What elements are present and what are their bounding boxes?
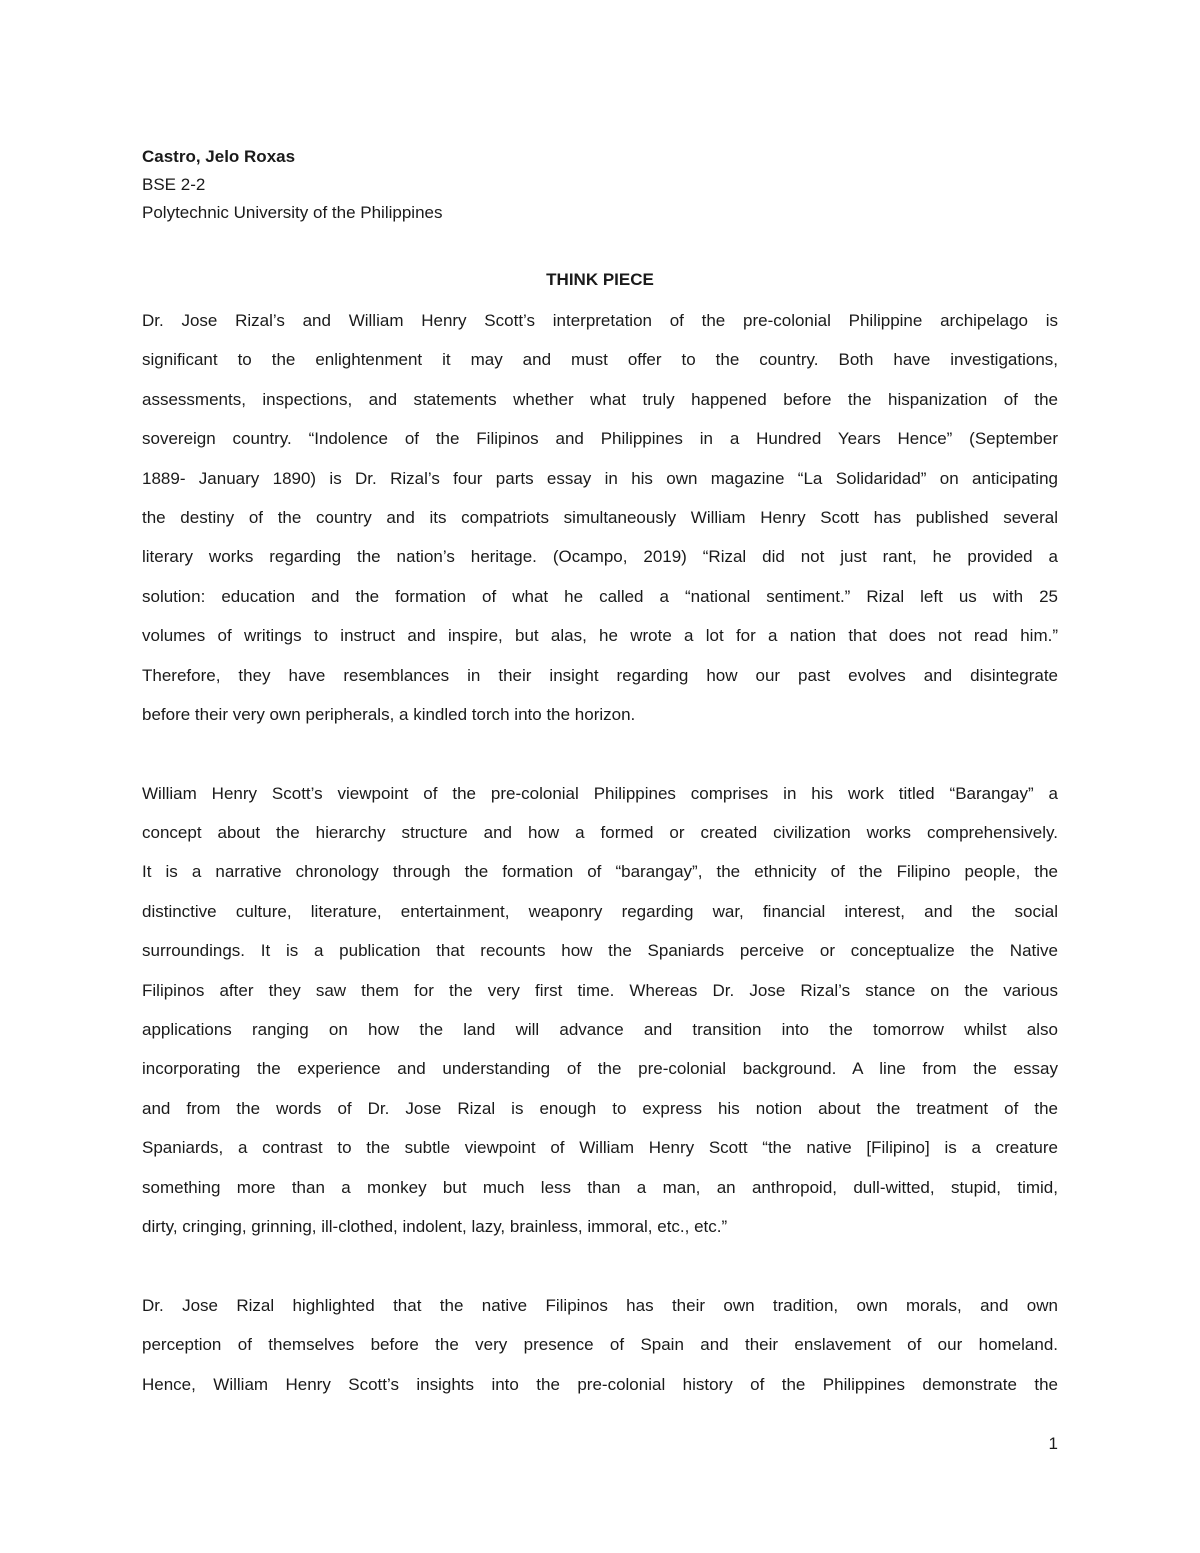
author-name: Castro, Jelo Roxas — [142, 147, 296, 166]
paragraph-3 — [142, 1286, 1058, 1404]
paragraph-spacer — [142, 1246, 1058, 1285]
paragraph-line: Spaniards, a contrast to the subtle viewpoint of William Henry Scott “the native [Filipino] is a creature — [142, 1138, 1058, 1158]
paragraph-line: 1889- January 1890) is Dr. Rizal’s four parts essay in his own magazine “La Solidaridad” on anticipating — [142, 468, 1058, 488]
paragraph-line: literary works regarding the nation’s heritage. (Ocampo, 2019) “Rizal did not just rant, he provided a — [142, 547, 1058, 567]
paragraph-line: assessments, inspections, and statements whether what truly happened before the hispanization of the — [142, 389, 1058, 409]
paragraph-line: surroundings. It is a publication that recounts how the Spaniards perceive or conceptualize the Native — [142, 941, 1058, 961]
paragraph-line: Therefore, they have resemblances in their insight regarding how our past evolves and disintegrate — [142, 665, 1058, 685]
paragraph-line: William Henry Scott’s viewpoint of the pre-colonial Philippines comprises in his work titled “Barangay” a — [142, 783, 1058, 803]
paragraph-line: something more than a monkey but much less than a man, an anthropoid, dull-witted, stupid, timid, — [142, 1177, 1058, 1197]
author-school: Polytechnic University of the Philippines — [142, 203, 443, 222]
paragraph-line: the destiny of the country and its compatriots simultaneously William Henry Scott has published several — [142, 507, 1058, 527]
paragraph-line: Dr. Jose Rizal highlighted that the native Filipinos has their own tradition, own morals, and own — [142, 1295, 1058, 1315]
paragraph-line: volumes of writings to instruct and inspire, but alas, he wrote a lot for a nation that does not read him.” — [142, 626, 1058, 646]
paragraph-line: It is a narrative chronology through the formation of “barangay”, the ethnicity of the Filipino people, the — [142, 862, 1058, 882]
page-number: 1 — [1048, 1434, 1058, 1453]
paragraph-line: applications ranging on how the land will advance and transition into the tomorrow whilst also — [142, 1020, 1058, 1040]
paragraph-spacer — [142, 734, 1058, 773]
paragraph-line: dirty, cringing, grinning, ill-clothed, indolent, lazy, brainless, immoral, etc., etc.” — [142, 1216, 728, 1236]
author-section: BSE 2-2 — [142, 175, 206, 194]
paragraph-line: Filipinos after they saw them for the very first time. Whereas Dr. Jose Rizal’s stance on the various — [142, 980, 1058, 1000]
document-body — [142, 301, 1058, 1404]
paragraph-line: solution: education and the formation of what he called a “national sentiment.” Rizal left us with 25 — [142, 586, 1058, 606]
paragraph-line: distinctive culture, literature, entertainment, weaponry regarding war, financial interest, and the social — [142, 901, 1058, 921]
paragraph-line: Dr. Jose Rizal’s and William Henry Scott’s interpretation of the pre-colonial Philippine archipelago is — [142, 311, 1058, 330]
paragraph-1 — [142, 301, 1058, 734]
paragraph-line: before their very own peripherals, a kindled torch into the horizon. — [142, 704, 636, 724]
paragraph-line: Hence, William Henry Scott’s insights into the pre-colonial history of the Philippines demonstrate the — [142, 1374, 1058, 1394]
paragraph-line: incorporating the experience and understanding of the pre-colonial background. A line from the essay — [142, 1059, 1058, 1079]
paragraph-2 — [142, 774, 1058, 1247]
document-title: THINK PIECE — [546, 270, 654, 289]
paragraph-line: concept about the hierarchy structure and how a formed or created civilization works comprehensively. — [142, 823, 1058, 843]
author-header — [142, 143, 1058, 227]
paragraph-line: and from the words of Dr. Jose Rizal is enough to express his notion about the treatment of the — [142, 1098, 1058, 1118]
paragraph-line: significant to the enlightenment it may and must offer to the country. Both have investigations, — [142, 350, 1058, 370]
paragraph-line: sovereign country. “Indolence of the Filipinos and Philippines in a Hundred Years Hence” (September — [142, 429, 1058, 449]
paragraph-line: perception of themselves before the very presence of Spain and their enslavement of our homeland. — [142, 1335, 1058, 1355]
